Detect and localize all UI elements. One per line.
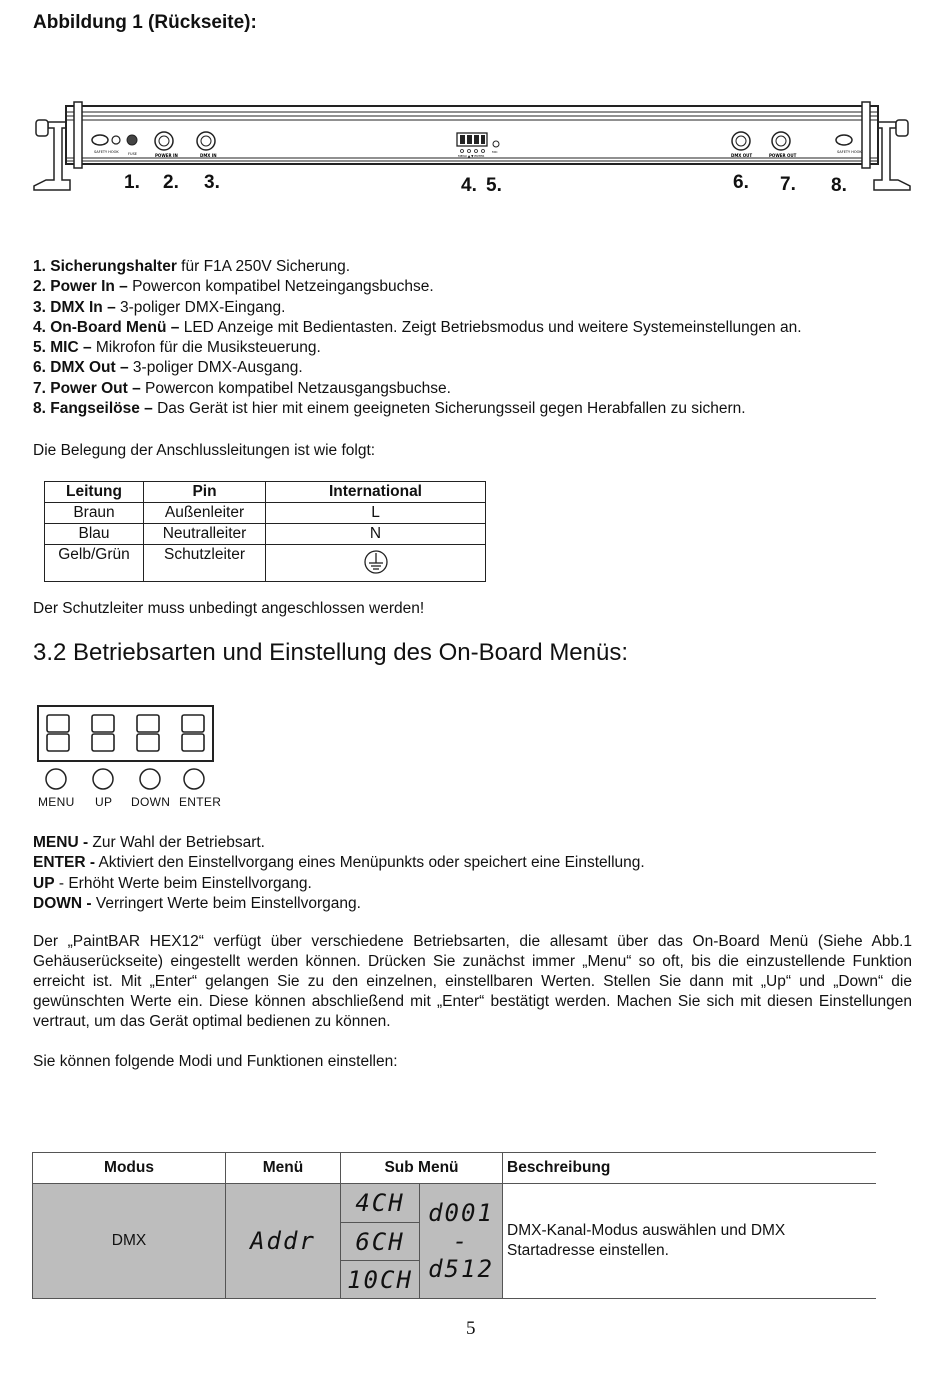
legend-text: 3-poliger DMX-Ausgang. — [128, 359, 303, 377]
legend-term: On-Board Menü – — [50, 318, 180, 336]
legend-item — [33, 379, 802, 399]
power-out-connector-icon — [772, 132, 790, 150]
dmx-in-connector-icon — [197, 132, 215, 150]
table-header: Beschreibung — [503, 1153, 877, 1184]
table-header: Sub Menü — [341, 1153, 503, 1184]
legend-text: 3-poliger DMX-Eingang. — [115, 298, 286, 316]
description-item — [33, 894, 645, 914]
legend-item — [33, 257, 802, 277]
legend-text: Powercon kompatibel Netzausgangsbuchse. — [140, 379, 451, 397]
submenu-range-separator: - — [452, 1227, 470, 1255]
description-term: UP — [33, 874, 55, 892]
panel-label-dmx-in: DMX IN — [200, 153, 217, 158]
submenu-range-cell — [420, 1184, 503, 1299]
button-descriptions — [33, 833, 645, 914]
legend-list — [33, 257, 802, 419]
button-label-up: UP — [95, 795, 113, 809]
table-cell: Braun — [45, 503, 144, 524]
description-text: Verringert Werte beim Einstellvorgang. — [91, 894, 361, 912]
legend-item — [33, 277, 802, 297]
button-circles — [44, 767, 214, 791]
table-cell: N — [266, 524, 486, 545]
panel-label-safety-left: SAFETY HOOK — [94, 150, 119, 154]
description-term: ENTER - — [33, 854, 95, 872]
figure-number-3: 3. — [204, 172, 220, 193]
table-cell: Blau — [45, 524, 144, 545]
legend-item — [33, 298, 802, 318]
legend-text: Das Gerät ist hier mit einem geeigneten Sicherungsseil gegen Herabfallen zu sichern. — [152, 400, 746, 418]
button-label-enter: ENTER — [179, 795, 222, 809]
legend-text: LED Anzeige mit Bedientasten. Zeigt Betriebsmodus und weitere Systemeinstellungen an. — [179, 318, 802, 336]
figure-number-4: 4. — [461, 175, 477, 196]
dmx-out-connector-icon — [732, 132, 750, 150]
description-item — [33, 853, 645, 873]
figure-number-5: 5. — [486, 175, 502, 196]
figure-number-8: 8. — [831, 175, 847, 196]
table-header-row — [45, 482, 486, 503]
down-button-icon — [140, 769, 160, 789]
legend-num: 4. — [33, 318, 46, 336]
legend-num: 2. — [33, 278, 46, 296]
up-button-icon — [93, 769, 113, 789]
panel-label-fuse: FUSE — [128, 152, 138, 156]
legend-num: 5. — [33, 339, 46, 357]
panel-label-power-out: POWER OUT — [769, 153, 797, 158]
panel-label-dmx-out: DMX OUT — [731, 153, 753, 158]
submenu-range-start: d001 — [428, 1199, 494, 1227]
submenu-display-text: 6CH — [341, 1223, 420, 1261]
button-label-down: DOWN — [131, 795, 171, 809]
table-cell — [266, 545, 486, 582]
table-cell: L — [266, 503, 486, 524]
table-row — [33, 1184, 877, 1223]
figure-number-1: 1. — [124, 172, 140, 193]
description-text: Aktiviert den Einstellvorgang eines Menüpunkts oder speichert eine Einstellung. — [95, 854, 645, 872]
table-header: International — [266, 482, 486, 503]
legend-item — [33, 318, 802, 338]
description-text: Zur Wahl der Betriebsart. — [88, 834, 265, 851]
legend-text: Mikrofon für die Musiksteuerung. — [91, 339, 321, 357]
description-text: - Erhöht Werte beim Einstellvorgang. — [54, 874, 312, 892]
wiring-table — [44, 481, 486, 582]
legend-item — [33, 399, 802, 419]
panel-label-menu-buttons: MENU ▲ ▼ ENTER — [458, 154, 485, 158]
legend-num: 6. — [33, 359, 46, 377]
legend-term: Fangseilöse – — [50, 400, 153, 418]
legend-num: 7. — [33, 379, 46, 397]
panel-label-safety-right: SAFETY HOOK — [837, 150, 862, 154]
legend-term: MIC – — [50, 339, 92, 357]
figure-number-2: 2. — [163, 172, 179, 193]
legend-term: Sicherungshalter — [50, 258, 177, 275]
table-header-row — [33, 1153, 877, 1184]
figure-number-6: 6. — [733, 172, 749, 193]
body-paragraph: Der „PaintBAR HEX12“ verfügt über verschiedene Betriebsarten, die allesamt über das On-Board Menü (Siehe Abb.1 Gehäuserückseite) eingestellt werden können. Drücken Sie zunächst immer „Menu“ so oft, bis die einzustellende Funktion erreicht ist. Mit „Enter“ gelangen Sie zu den einzelnen, einstellbaren Werten. Stellen Sie dann mit „Up“ und „Down“ die gewünschten Werte ein. Diese können abschließend mit „Enter“ bestätigt werden. Machen Sie sich mit diesen Einstellungen vertraut, um das Gerät optimal bedienen zu können. — [33, 933, 912, 1030]
description-item — [33, 833, 645, 853]
panel-label-power-in: POWER IN — [155, 153, 178, 158]
table-row — [45, 524, 486, 545]
page-number: 5 — [466, 1318, 476, 1339]
table-row — [45, 545, 486, 582]
legend-text: für F1A 250V Sicherung. — [176, 258, 351, 275]
table-header: Menü — [226, 1153, 341, 1184]
legend-item — [33, 338, 802, 358]
legend-item — [33, 358, 802, 378]
menu-button-icon — [46, 769, 66, 789]
power-in-connector-icon — [155, 132, 173, 150]
led-display-diagram — [37, 705, 215, 763]
menu-display-text: Addr — [226, 1184, 341, 1299]
legend-num: 3. — [33, 298, 46, 316]
legend-num: 1. — [33, 258, 46, 275]
wiring-note: Der Schutzleiter muss unbedingt angeschlossen werden! — [33, 600, 425, 617]
table-cell: DMX-Kanal-Modus auswählen und DMX Startadresse einstellen. — [503, 1184, 877, 1299]
table-cell: Neutralleiter — [144, 524, 266, 545]
figure-number-7: 7. — [780, 174, 796, 195]
table-cell: Außenleiter — [144, 503, 266, 524]
legend-num: 8. — [33, 400, 46, 418]
legend-term: Power In – — [50, 278, 128, 296]
legend-term: DMX In – — [50, 298, 116, 316]
table-cell: Schutzleiter — [144, 545, 266, 582]
table-header: Leitung — [45, 482, 144, 503]
description-term: DOWN - — [33, 894, 92, 912]
table-row — [45, 503, 486, 524]
submenu-range-end: d512 — [428, 1255, 494, 1283]
legend-term: Power Out – — [50, 379, 141, 397]
submenu-display-text: 4CH — [341, 1184, 420, 1223]
legend-term: DMX Out – — [50, 359, 129, 377]
figure-title: Abbildung 1 (Rückseite): — [33, 12, 257, 33]
panel-label-mic: MIC — [492, 150, 498, 154]
section-title: 3.2 Betriebsarten und Einstellung des On-Board Menüs: — [33, 639, 629, 666]
wiring-intro: Die Belegung der Anschlussleitungen ist wie folgt: — [33, 442, 376, 459]
table-header: Pin — [144, 482, 266, 503]
modes-table — [32, 1152, 876, 1299]
table-cell: DMX — [33, 1184, 226, 1299]
submenu-display-text: 10CH — [341, 1261, 420, 1299]
legend-text: Powercon kompatibel Netzeingangsbuchse. — [127, 278, 434, 296]
modes-intro: Sie können folgende Modi und Funktionen einstellen: — [33, 1053, 398, 1070]
button-label-menu: MENU — [38, 795, 75, 809]
enter-button-icon — [184, 769, 204, 789]
table-cell: Gelb/Grün — [45, 545, 144, 582]
fuse-holder-icon — [127, 135, 137, 145]
description-term: MENU - — [33, 834, 89, 851]
protective-earth-icon — [363, 549, 389, 575]
description-item — [33, 874, 645, 894]
table-header: Modus — [33, 1153, 226, 1184]
